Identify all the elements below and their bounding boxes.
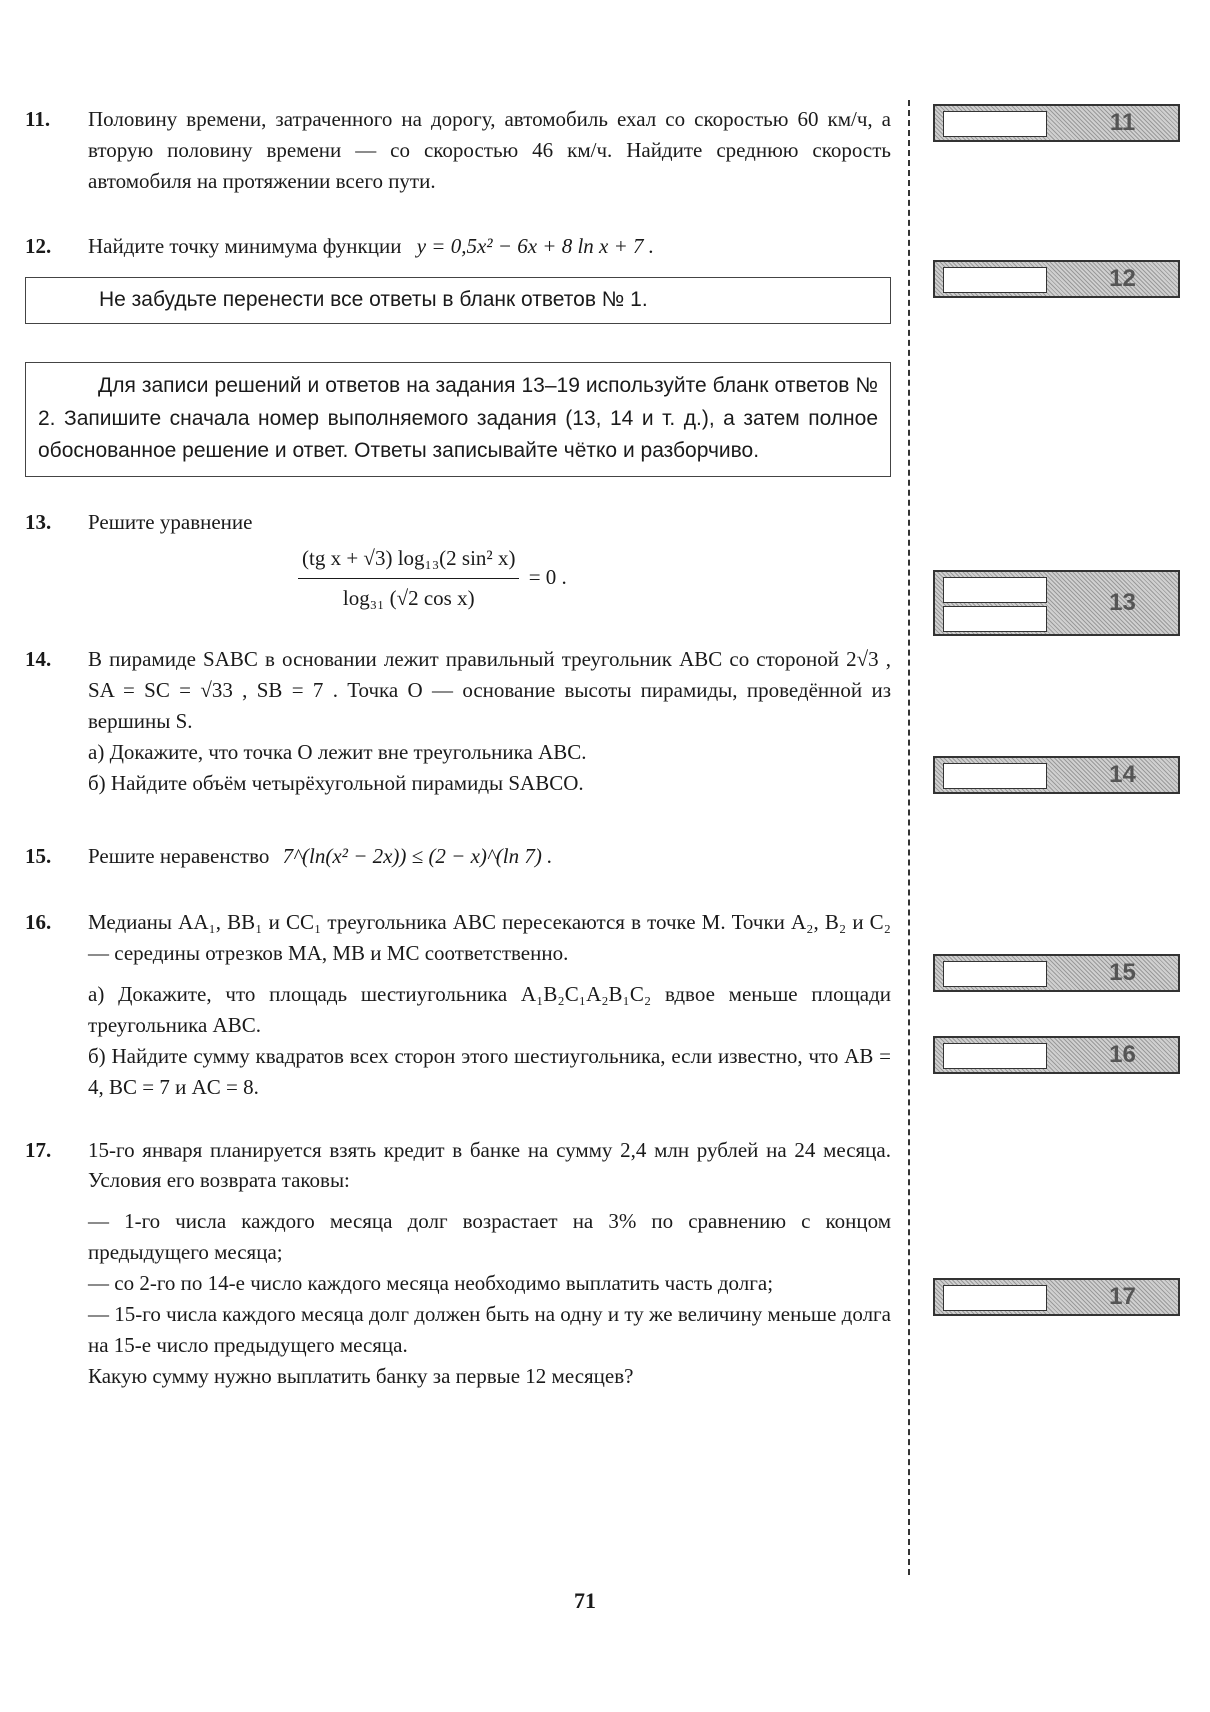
task-number: 12.	[25, 233, 52, 258]
answer-cell[interactable]	[943, 763, 1047, 789]
subtask-b: б) Найдите сумму квадратов всех сторон этого шестиугольника, если известно, что AB = 4, BC = 7 и AC = 8.	[88, 1043, 891, 1099]
notice-answer-form-1: Не забудьте перенести все ответы в бланк ответов № 1.	[25, 277, 891, 324]
answer-cell[interactable]	[943, 606, 1047, 632]
task-number: 14.	[25, 647, 52, 672]
answer-cell[interactable]	[943, 1285, 1047, 1311]
answer-box-label: 16	[1109, 1041, 1136, 1068]
answer-box-label: 14	[1109, 761, 1136, 788]
answer-box-12	[933, 260, 1180, 298]
answer-cell[interactable]	[943, 961, 1047, 987]
denominator: log₃₁ (√2 cos x)	[342, 586, 475, 611]
notice-answer-form-2: Для записи решений и ответов на задания 13–19 используйте бланк ответов № 2. Запишите сначала номер выполняемого задания (13, 14 и т. д.), а затем полное обоснованное решение и ответ. Ответы записывайте чётко и разборчиво.	[25, 362, 891, 477]
task-text: Решите уравнение	[88, 509, 253, 534]
task-number: 11.	[25, 107, 51, 131]
fraction	[298, 543, 519, 614]
task-formula: y = 0,5x² − 6x + 8 ln x + 7 .	[416, 233, 655, 258]
tasks-column	[25, 104, 891, 1391]
answer-box-11	[933, 104, 1180, 142]
condition-1: — 1-го числа каждого месяца долг возрастает на 3% по сравнению с концом предыдущего месяца;	[88, 1209, 891, 1265]
answer-box-label: 17	[1109, 1283, 1136, 1310]
answer-box-14	[933, 756, 1180, 794]
answer-box-label: 12	[1109, 265, 1136, 292]
task-13	[25, 507, 891, 615]
task-text	[88, 231, 891, 262]
answer-box-label: 13	[1109, 589, 1136, 616]
task-formula: 7^(ln(x² − 2x)) ≤ (2 − x)^(ln 7) .	[282, 843, 553, 868]
subtask-b: б) Найдите объём четырёхугольной пирамиды SABCO.	[88, 770, 584, 795]
answer-box-label: 11	[1109, 109, 1136, 136]
numerator: (tg x + √3) log₁₃(2 sin² x)	[298, 543, 519, 579]
task-question: Какую сумму нужно выплатить банку за первые 12 месяцев?	[88, 1363, 634, 1388]
task-text: Медианы AA₁, BB₁ и CC₁ треугольника ABC пересекаются в точке M. Точки A₂, B₂ и C₂ — середины отрезков MA, MB и MC соответственно.	[88, 910, 891, 966]
task-statement: Решите неравенство	[88, 843, 270, 868]
answer-cell[interactable]	[943, 1043, 1047, 1069]
condition-2: — со 2-го по 14-е число каждого месяца необходимо выплатить часть долга;	[88, 1270, 774, 1295]
answer-cell[interactable]	[943, 577, 1047, 603]
task-15	[25, 841, 891, 872]
task-number: 16.	[25, 910, 52, 935]
equation-rhs: = 0 .	[528, 564, 567, 589]
task-text: 15-го января планируется взять кредит в банке на сумму 2,4 млн рублей на 24 месяца. Условия его возврата таковы:	[88, 1137, 891, 1193]
cut-line	[908, 100, 910, 1575]
task-11	[25, 104, 891, 197]
task-text: Половину времени, затраченного на дорогу, автомобиль ехал со скоростью 60 км/ч, а вторую половину времени — со скоростью 46 км/ч. Найдите среднюю скорость автомобиля на протяжении всего пути.	[88, 107, 891, 193]
task-16	[25, 907, 891, 1102]
subtask-a: а) Докажите, что площадь шестиугольника A₁B₂C₁A₂B₁C₂ вдвое меньше площади треугольника ABC.	[88, 982, 891, 1037]
task-17	[25, 1135, 891, 1392]
task-number: 13.	[25, 509, 52, 534]
answer-box-13	[933, 570, 1180, 636]
task-12	[25, 231, 891, 262]
task-text	[88, 841, 891, 872]
condition-3: — 15-го числа каждого месяца долг должен быть на одну и ту же величину меньше долга на 15-е число предыдущего месяца.	[88, 1301, 891, 1357]
task-text: В пирамиде SABC в основании лежит правильный треугольник ABC со стороной 2√3 , SA = SC = √33 , SB = 7 . Точка O — основание высоты пирамиды, проведённой из вершины S.	[88, 647, 891, 733]
answer-box-16	[933, 1036, 1180, 1074]
task-statement: Найдите точку минимума функции	[88, 233, 402, 258]
answer-cell[interactable]	[943, 111, 1047, 137]
task-number: 15.	[25, 843, 52, 868]
subtask-a: а) Докажите, что точка O лежит вне треугольника ABC.	[88, 739, 587, 764]
answer-cell[interactable]	[943, 267, 1047, 293]
task-number: 17.	[25, 1137, 52, 1162]
answer-box-15	[933, 954, 1180, 992]
equation	[88, 543, 891, 614]
answer-box-17	[933, 1278, 1180, 1316]
answer-box-label: 15	[1109, 959, 1136, 986]
task-14	[25, 644, 891, 798]
page-number: 71	[574, 1588, 596, 1613]
